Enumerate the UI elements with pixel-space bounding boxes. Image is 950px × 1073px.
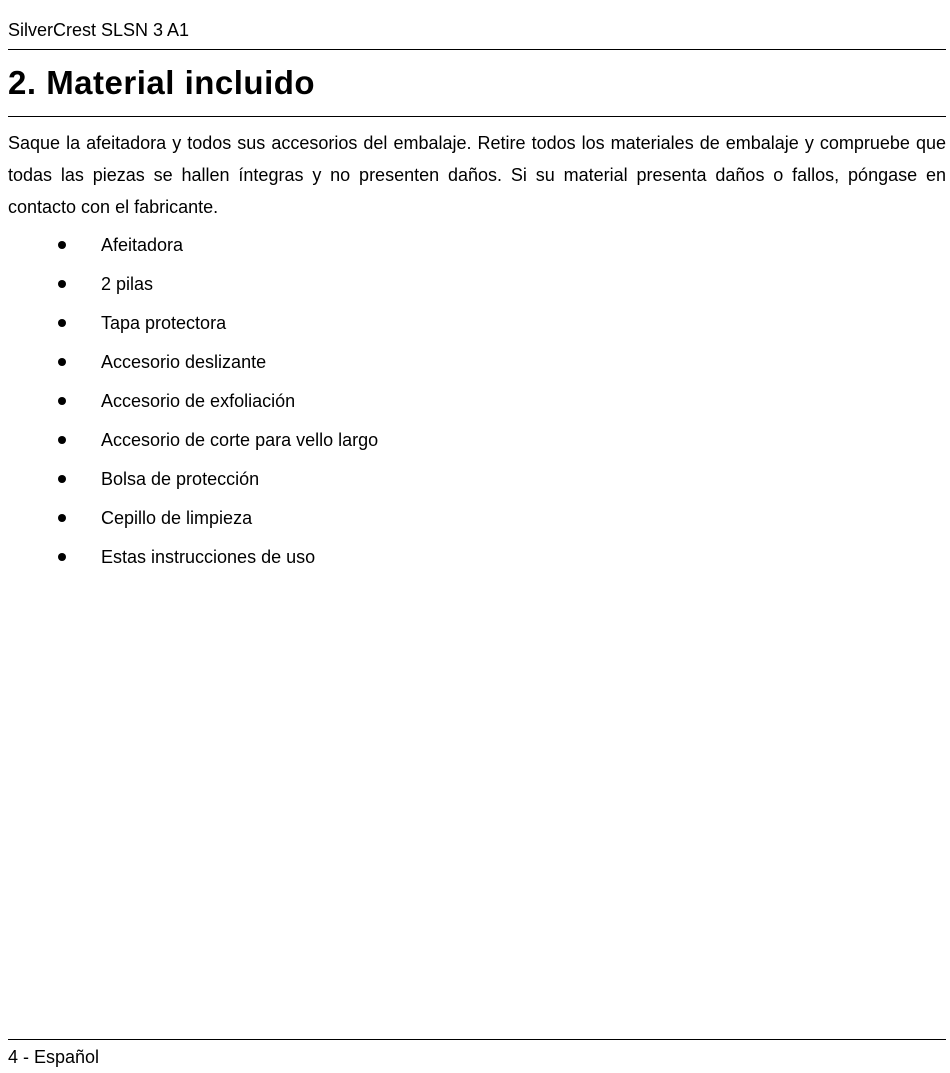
list-item-label: Estas instrucciones de uso [101, 547, 316, 567]
list-item-label: Accesorio deslizante [101, 352, 267, 372]
list-item-label: 2 pilas [101, 274, 154, 294]
list-item-label: Accesorio de exfoliación [101, 391, 296, 411]
bullet-icon [58, 319, 66, 327]
bullet-icon [58, 397, 66, 405]
page-footer: 4 - Español [8, 1047, 100, 1067]
bullet-icon [58, 475, 66, 483]
list-item-label: Bolsa de protección [101, 469, 260, 489]
bullet-icon [58, 553, 66, 561]
header-rule [8, 49, 946, 50]
section-title: 2. Material incluido [8, 64, 316, 101]
list-item-label: Accesorio de corte para vello largo [101, 430, 379, 450]
bullet-icon [58, 514, 66, 522]
list-item-label: Cepillo de limpieza [101, 508, 253, 528]
title-rule [8, 116, 946, 117]
bullet-icon [58, 280, 66, 288]
bullet-icon [58, 436, 66, 444]
bullet-icon [58, 241, 66, 249]
footer-rule [8, 1039, 946, 1040]
running-header: SilverCrest SLSN 3 A1 [8, 20, 190, 40]
bullet-icon [58, 358, 66, 366]
intro-paragraph: Saque la afeitadora y todos sus accesorios del embalaje. Retire todos los materiales de embalaje y compruebe que todas las piezas se hallen íntegras y no presenten daños. Si su material presenta daños o fallos, póngase en contacto con el fabricante. [8, 133, 946, 217]
list-item-label: Tapa protectora [101, 313, 227, 333]
list-item-label: Afeitadora [101, 235, 184, 255]
